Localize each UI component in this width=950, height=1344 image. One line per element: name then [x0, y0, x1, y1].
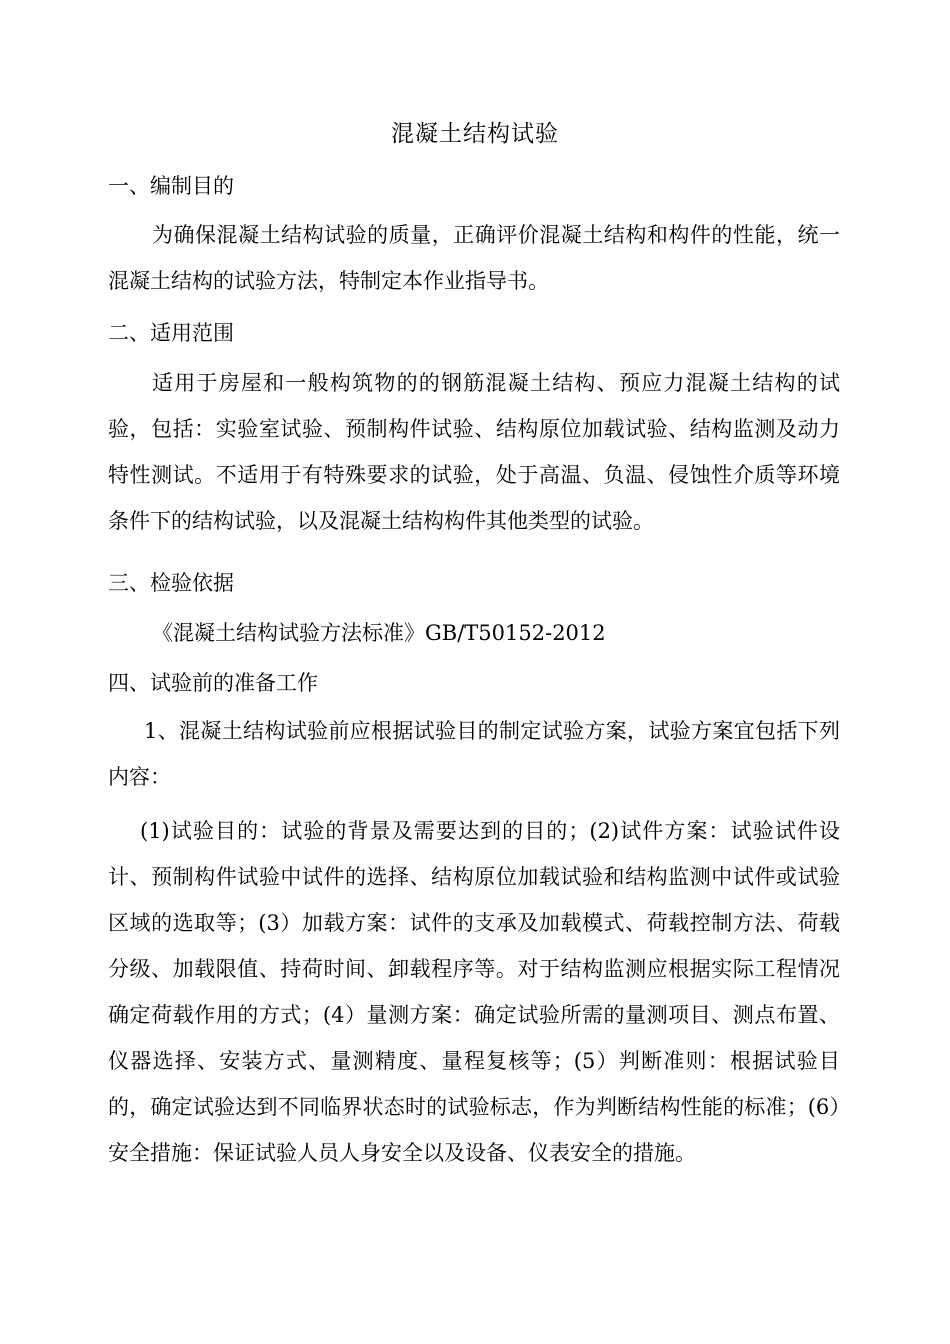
section-heading-purpose: 一、编制目的: [108, 174, 234, 198]
section-heading-basis: 三、检验依据: [108, 571, 234, 595]
section-heading-preparation: 四、试验前的准备工作: [108, 671, 318, 695]
preparation-item-1: 1、混凝土结构试验前应根据试验目的制定试验方案，试验方案宜包括下列内容：: [108, 719, 840, 789]
preparation-test-plan-details: (1)试验目的：试验的背景及需要达到的目的；(2)试件方案：试验试件设计、预制构件试验中试件的选择、结构原位加载试验和结构监测中试件或试验区域的选取等；(3）加载方案：试件的支承及加载模式、荷载控制方法、荷载分级、加载限值、持荷时间、卸载程序等。对于结构监测应根据实际工程情况确定荷载作用的方式；(4）量测方案：确定试验所需的量测项目、测点布置、仪器选择、安装方式、量测精度、量程复核等；(5）判断准则：根据试验目的，确定试验达到不同临界状态时的试验标志，作为判断结构性能的标准；(6）安全措施：保证试验人员人身安全以及设备、仪表安全的措施。: [108, 819, 840, 1165]
section-heading-scope: 二、适用范围: [108, 321, 234, 345]
section-scope-paragraph: 适用于房屋和一般构筑物的的钢筋混凝土结构、预应力混凝土结构的试验，包括：实验室试验、预制构件试验、结构原位加载试验、结构监测及动力特性测试。不适用于有特殊要求的试验，处于高温、负温、侵蚀性介质等环境条件下的结构试验，以及混凝土结构构件其他类型的试验。: [108, 371, 840, 533]
document-title: 混凝土结构试验: [391, 121, 559, 147]
section-purpose-paragraph: 为确保混凝土结构试验的质量，正确评价混凝土结构和构件的性能，统一混凝土结构的试验方法，特制定本作业指导书。: [108, 223, 840, 293]
standard-reference: 《混凝土结构试验方法标准》GB/T50152-2012: [152, 621, 606, 645]
